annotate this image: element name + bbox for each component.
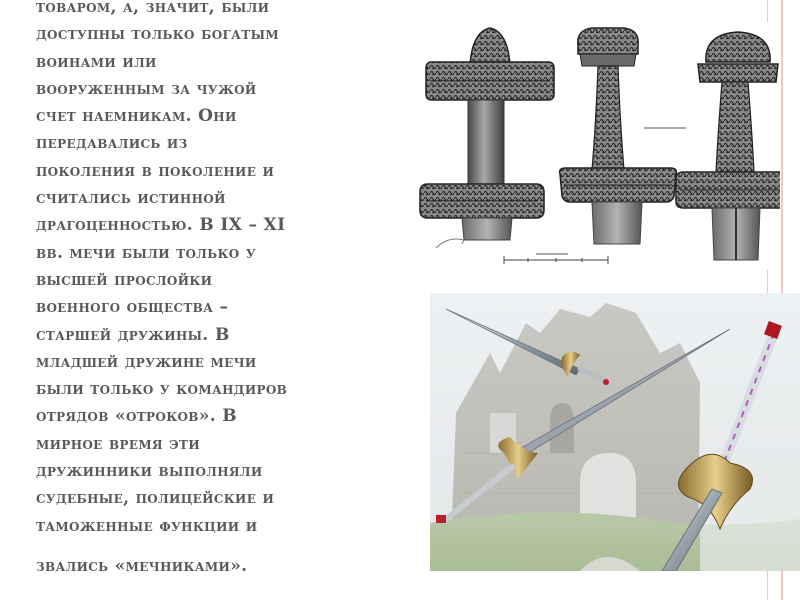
text-line: старшей дружины. В bbox=[36, 324, 230, 345]
text-line: военного общества – bbox=[36, 297, 229, 318]
viking-sword-hilts-image bbox=[418, 22, 780, 270]
text-line: вв. мечи были только у bbox=[36, 242, 256, 263]
text-line: высшей прослойки bbox=[36, 269, 213, 290]
text-line: судебные, полицейские и bbox=[36, 488, 275, 509]
text-line: были только у командиров bbox=[36, 379, 288, 400]
text-line: отрядов «отроков». В bbox=[36, 406, 237, 427]
hilt-1 bbox=[420, 28, 554, 248]
text-line: поколения в поколение и bbox=[36, 160, 275, 181]
hilt-3 bbox=[676, 32, 780, 260]
text-line: передавались из bbox=[36, 133, 188, 154]
swords-castle-icon bbox=[430, 293, 800, 571]
text-line: счет наемникам. Они bbox=[36, 106, 237, 127]
hilt-2 bbox=[560, 28, 677, 244]
text-line: товаром, а, значит, были bbox=[36, 0, 270, 17]
text-line: дружинники выполняли bbox=[36, 461, 263, 482]
text-line: доступны только богатым bbox=[36, 24, 279, 45]
text-line: воинами или bbox=[36, 51, 157, 72]
sword-hilts-icon bbox=[418, 22, 780, 270]
body-text bbox=[36, 0, 416, 580]
text-line: мирное время эти bbox=[36, 433, 201, 454]
text-line: таможенные функции и bbox=[36, 515, 258, 536]
text-line: младшей дружине мечи bbox=[36, 351, 257, 372]
paragraph-gap bbox=[36, 540, 416, 553]
text-line: вооруженным за чужой bbox=[36, 78, 257, 99]
text-line: считались истинной bbox=[36, 188, 226, 209]
text-line: драгоценностью. В IX – XI bbox=[36, 215, 286, 236]
text-line-last: звались «мечниками». bbox=[36, 555, 248, 576]
fantasy-swords-image bbox=[430, 293, 800, 571]
